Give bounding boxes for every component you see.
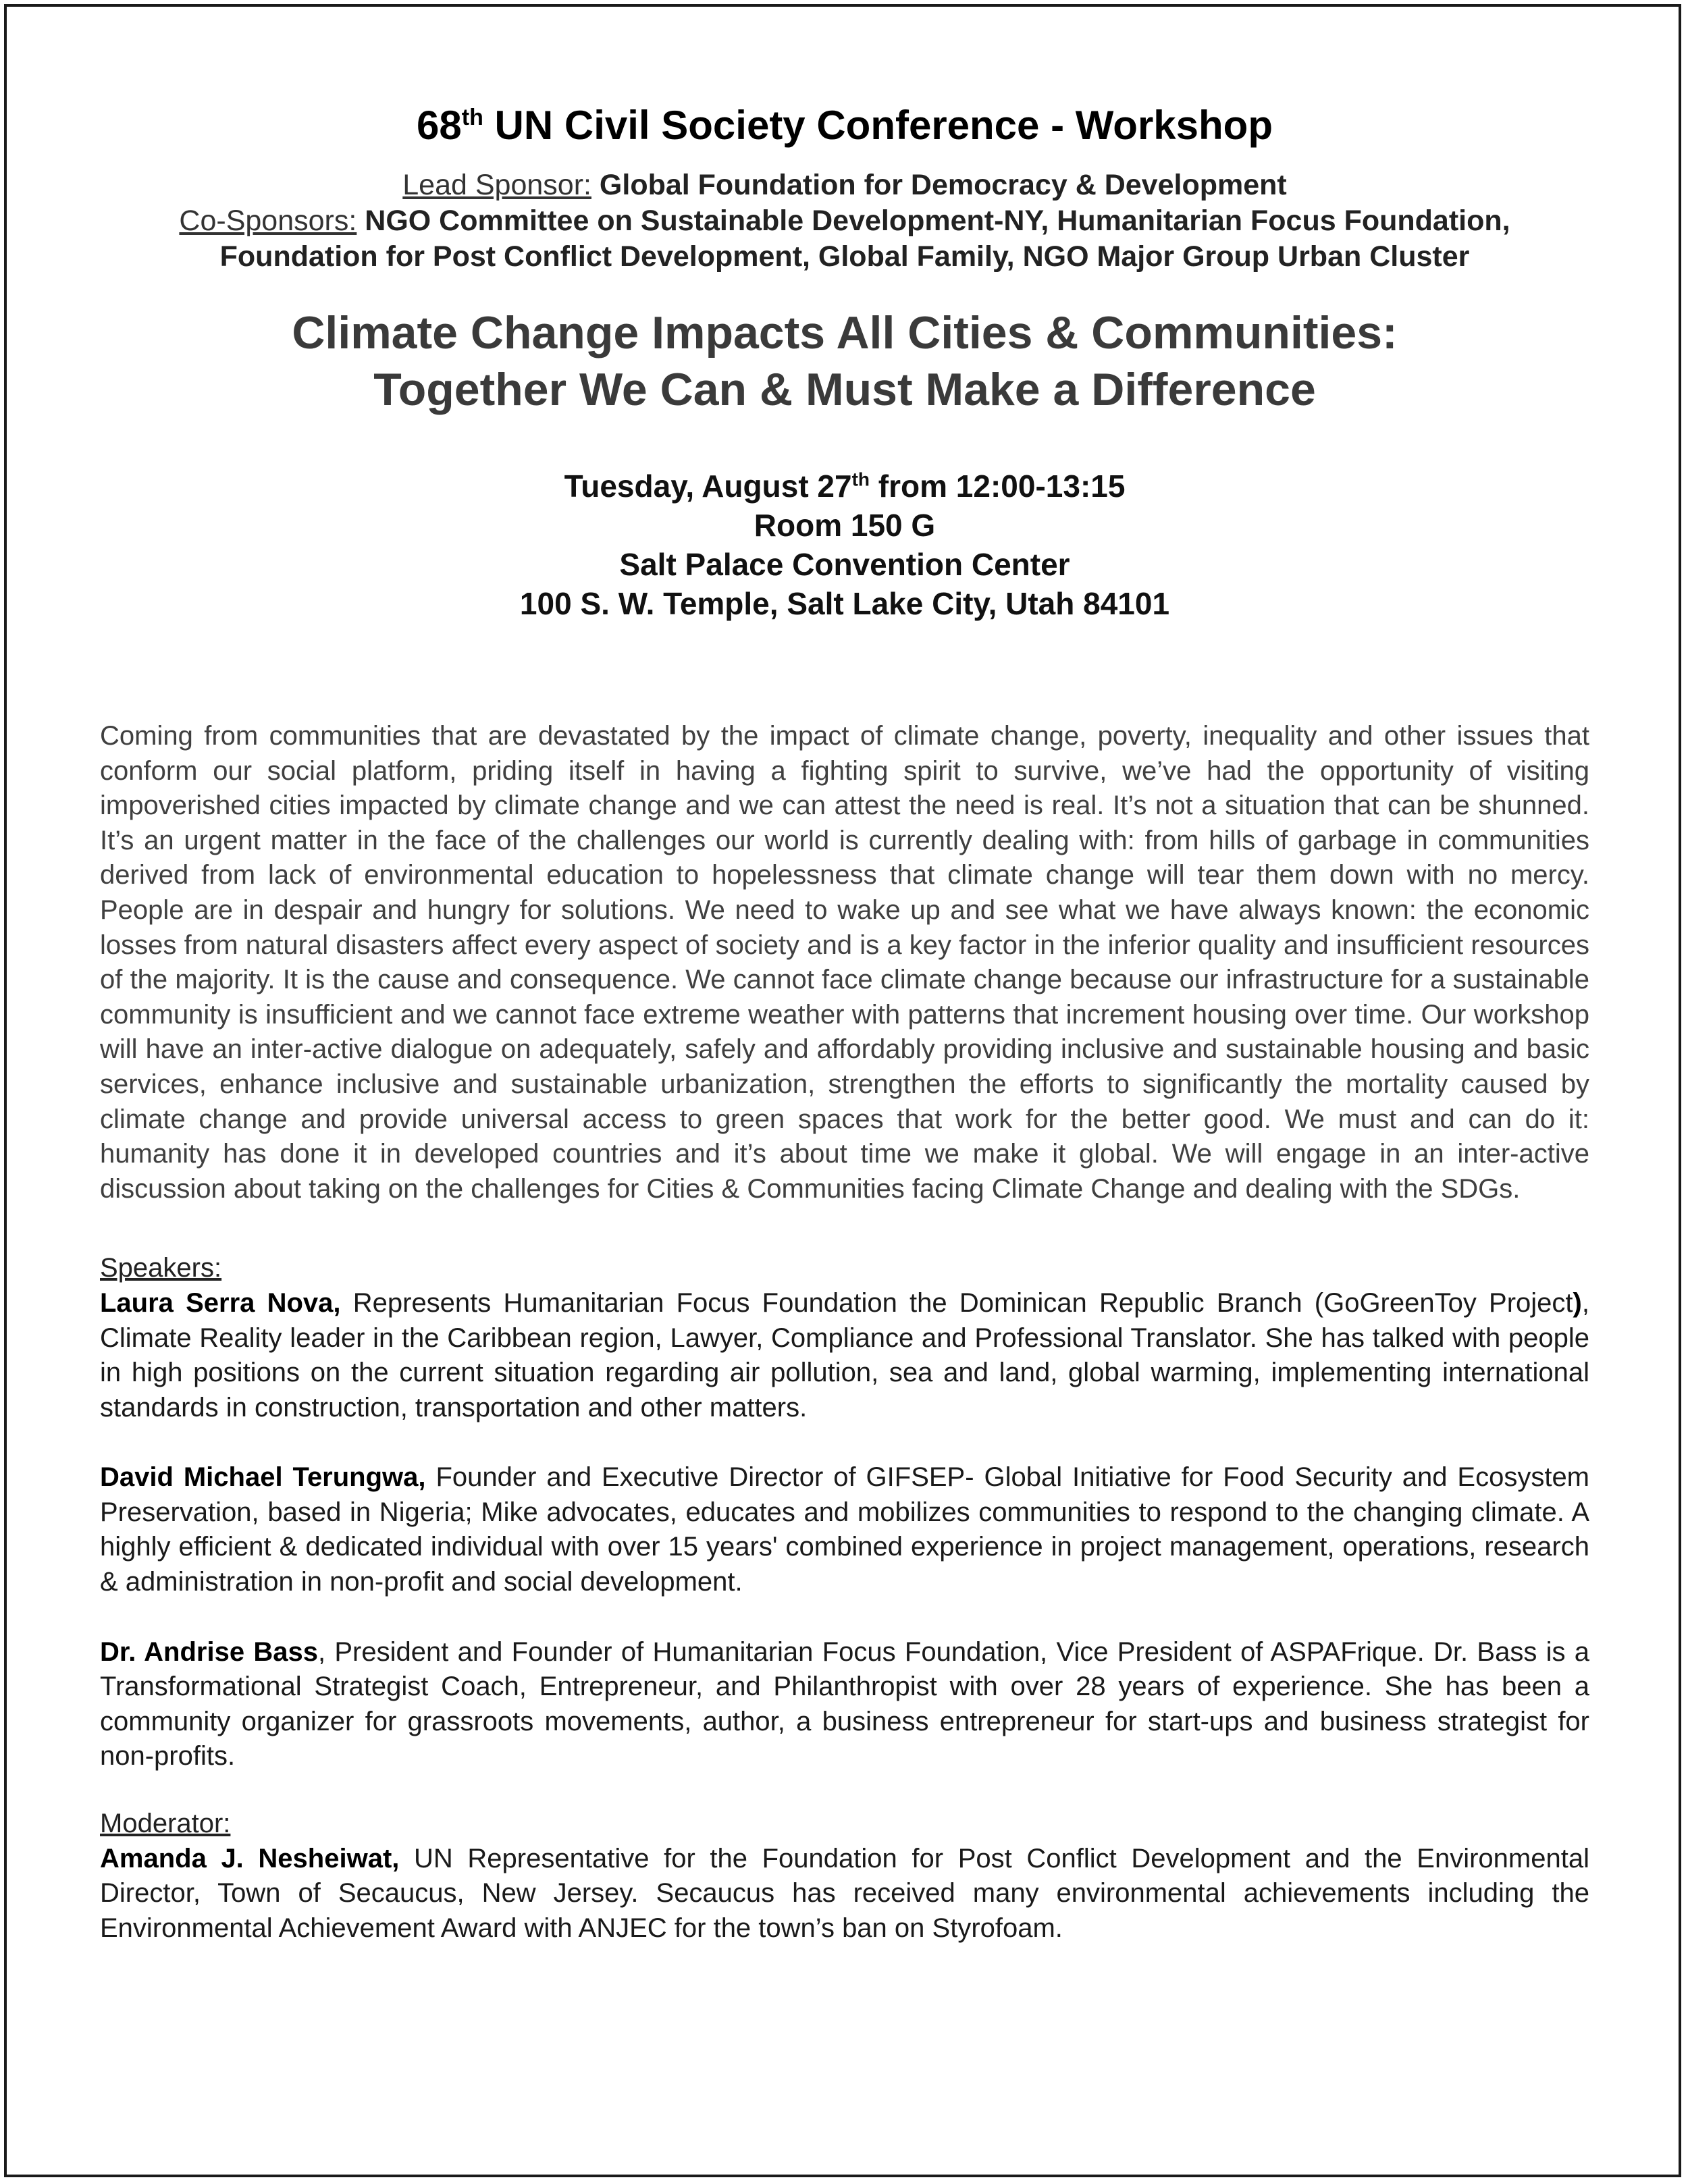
speaker-name: David Michael Terungwa,: [100, 1462, 426, 1493]
event-date-prefix: Tuesday, August 27: [564, 469, 852, 504]
workshop-title: [100, 304, 1589, 418]
moderator-description: UN Representative for the Foundation for Post Conflict Development and the Environmental Director, Town of Secaucus, New Jersey. Secaucus has received many environmental achievements including the Environmental Achievement Award with ANJEC for the town’s ban on Styrofoam.: [100, 1843, 1589, 1943]
title-ordinal-suffix: th: [461, 105, 483, 130]
speakers-heading: Speakers:: [100, 1253, 222, 1283]
event-room: Room 150 G: [754, 508, 936, 543]
event-details: [100, 467, 1589, 623]
title-number: 68: [417, 103, 462, 148]
co-sponsors-value-line2: Foundation for Post Conflict Development, Global Family, NGO Major Group Urban Cluster: [219, 240, 1470, 273]
speaker-description: Founder and Executive Director of GIFSEP- Global Initiative for Food Security and Ecosystem Preservation, based in Nigeria; Mike advocates, educates and mobilizes communities to respond to the changing climate. A highly efficient & dedicated individual with over 15 years' combined experience in project management, operations, research & administration in non-profit and social development.: [100, 1462, 1590, 1597]
co-sponsors-label: Co-Sponsors:: [179, 205, 357, 237]
workshop-title-line1: Climate Change Impacts All Cities & Communities:: [292, 307, 1398, 358]
co-sponsors-value-line1: NGO Committee on Sustainable Development-NY, Humanitarian Focus Foundation,: [365, 205, 1510, 237]
moderator-name: Amanda J. Nesheiwat,: [100, 1843, 400, 1873]
speaker-bio: [100, 1635, 1589, 1774]
sponsors-block: [100, 167, 1589, 275]
speaker-description-paren: ): [1573, 1287, 1582, 1318]
flyer-content: [100, 88, 1589, 1946]
speaker-description-cont: , Climate Reality leader in the Caribbean region, Lawyer, Compliance and Professional Translator. She has talked with people in high positions on the current situation regarding air pollution, sea and land, global warming, implementing international standards in construction, transportation and other matters.: [100, 1287, 1589, 1422]
moderator-heading: Moderator:: [100, 1809, 231, 1839]
event-time: from 12:00-13:15: [870, 469, 1126, 504]
workshop-description: Coming from communities that are devastated by the impact of climate change, poverty, inequality and other issues that conform our social platform, priding itself in having a fighting spirit to survive, we’ve had the opportunity of visiting impoverished cities impacted by climate change and we can attest the need is real. It’s not a situation that can be shunned. It’s an urgent matter in the face of the challenges our world is currently dealing with: from hills of garbage in communities derived from lack of environmental education to hopelessness that climate change will tear them down with no mercy. People are in despair and hungry for solutions. We need to wake up and see what we have always known: the economic losses from natural disasters affect every aspect of society and is a key factor in the inferior quality and insufficient resources of the majority. It is the cause and consequence. We cannot face climate change because our infrastructure for a sustainable community is insufficient and we cannot face extreme weather with patterns that increment housing over time. Our workshop will have an inter-active dialogue on adequately, safely and affordably providing inclusive and sustainable housing and basic services, enhance inclusive and sustainable urbanization, strengthen the efforts to significantly the mortality caused by climate change and provide universal access to green spaces that work for the better good. We must and can do it: humanity has done it in developed countries and it’s about time we make it global. We will engage in an inter-active discussion about taking on the challenges for Cities & Communities facing Climate Change and dealing with the SDGs.: [100, 721, 1589, 1204]
lead-sponsor-value: Global Foundation for Democracy & Development: [599, 169, 1287, 201]
speaker-description: Represents Humanitarian Focus Foundation the Dominican Republic Branch (GoGreenToy Project: [340, 1287, 1573, 1318]
lead-sponsor-label: Lead Sponsor:: [402, 169, 591, 201]
speaker-description: , President and Founder of Humanitarian Focus Foundation, Vice President of ASPAFrique. Dr. Bass is a Transformational Strategist Coach, Entrepreneur, and Philanthropist with over 28 years of experience. She has been a community organizer for grassroots movements, author, a business entrepreneur for start-ups and business strategist for non-profits.: [100, 1636, 1590, 1772]
event-venue: Salt Palace Convention Center: [619, 547, 1070, 582]
co-sponsors-line: [100, 203, 1589, 239]
event-address: 100 S. W. Temple, Salt Lake City, Utah 84101: [519, 586, 1170, 621]
workshop-title-line2: Together We Can & Must Make a Difference: [373, 364, 1316, 415]
speaker-bio: [100, 1286, 1589, 1425]
moderator-bio: [100, 1842, 1589, 1946]
lead-sponsor-line: [100, 167, 1589, 203]
title-text: UN Civil Society Conference - Workshop: [483, 103, 1273, 148]
event-date: [100, 467, 1589, 506]
speaker-name: Dr. Andrise Bass: [100, 1636, 318, 1667]
conference-title: [100, 99, 1589, 153]
speaker-name: Laura Serra Nova,: [100, 1287, 341, 1318]
event-date-suffix: th: [851, 469, 870, 490]
speaker-bio: [100, 1460, 1589, 1599]
